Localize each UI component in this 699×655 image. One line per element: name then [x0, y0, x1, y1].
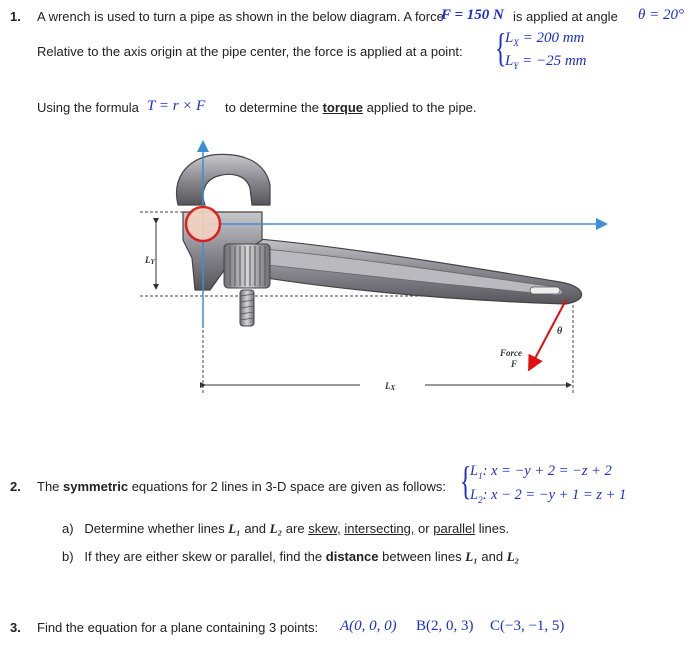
- part-a: a) Determine whether lines L₁ and L₂ are skew, intersecting, or parallel lines.: [62, 521, 510, 536]
- lx-expression: $L_X = 200$ mm: [505, 30, 585, 48]
- origin-text: Relative to the axis origin at the pipe center, the force is applied at a point:: [37, 44, 463, 59]
- point-c: C(−3, −1, 5): [490, 618, 565, 634]
- question-text: The symmetric equations for 2 lines in 3-D space are given as follows:: [37, 479, 447, 494]
- pipe-cross-section: [186, 207, 220, 241]
- lx-label: LX: [385, 381, 396, 392]
- question-text: Find the equation for a plane containing 3 points:: [37, 620, 319, 635]
- torque-keyword: torque: [322, 100, 364, 115]
- question-number: 2.: [10, 479, 21, 494]
- force-symbol: F: [511, 359, 518, 369]
- question-number: 3.: [10, 620, 21, 635]
- force-expression: F = 150 N: [441, 7, 504, 23]
- angle-symbol: θ: [557, 326, 563, 337]
- question-text: A wrench is used to turn a pipe as shown in the below diagram. A force: [37, 9, 444, 24]
- angle-expression: θ = 20°: [638, 7, 684, 23]
- adjusting-nut: [224, 244, 270, 288]
- wrench-hook-jaw: [177, 154, 270, 205]
- question-text: is applied at angle: [513, 9, 618, 24]
- point-b: B(2, 0, 3): [416, 618, 474, 634]
- line1-equation: $L_1$: x = −y + 2 = −z + 2: [470, 463, 612, 481]
- ly-expression: $L_Y = -25$ mm: [505, 53, 587, 71]
- question-number: 1.: [10, 9, 21, 24]
- part-b: b) If they are either skew or parallel, find the distance between lines L₁ and L₂: [62, 549, 520, 564]
- point-a: A(0, 0, 0): [340, 618, 397, 634]
- formula-intro: Using the formula: [37, 100, 139, 115]
- brace-icon: {: [494, 25, 507, 70]
- torque-formula: T = r × F: [147, 98, 206, 114]
- force-label: Force: [500, 348, 522, 358]
- brace-icon: {: [459, 458, 472, 503]
- formula-text: to determine the torque applied to the pipe.: [225, 100, 477, 115]
- line2-equation: $L_2$: x − 2 = −y + 1 = z + 1: [470, 487, 627, 505]
- ly-label: LY: [145, 255, 155, 266]
- wrench-hang-hole: [530, 287, 560, 294]
